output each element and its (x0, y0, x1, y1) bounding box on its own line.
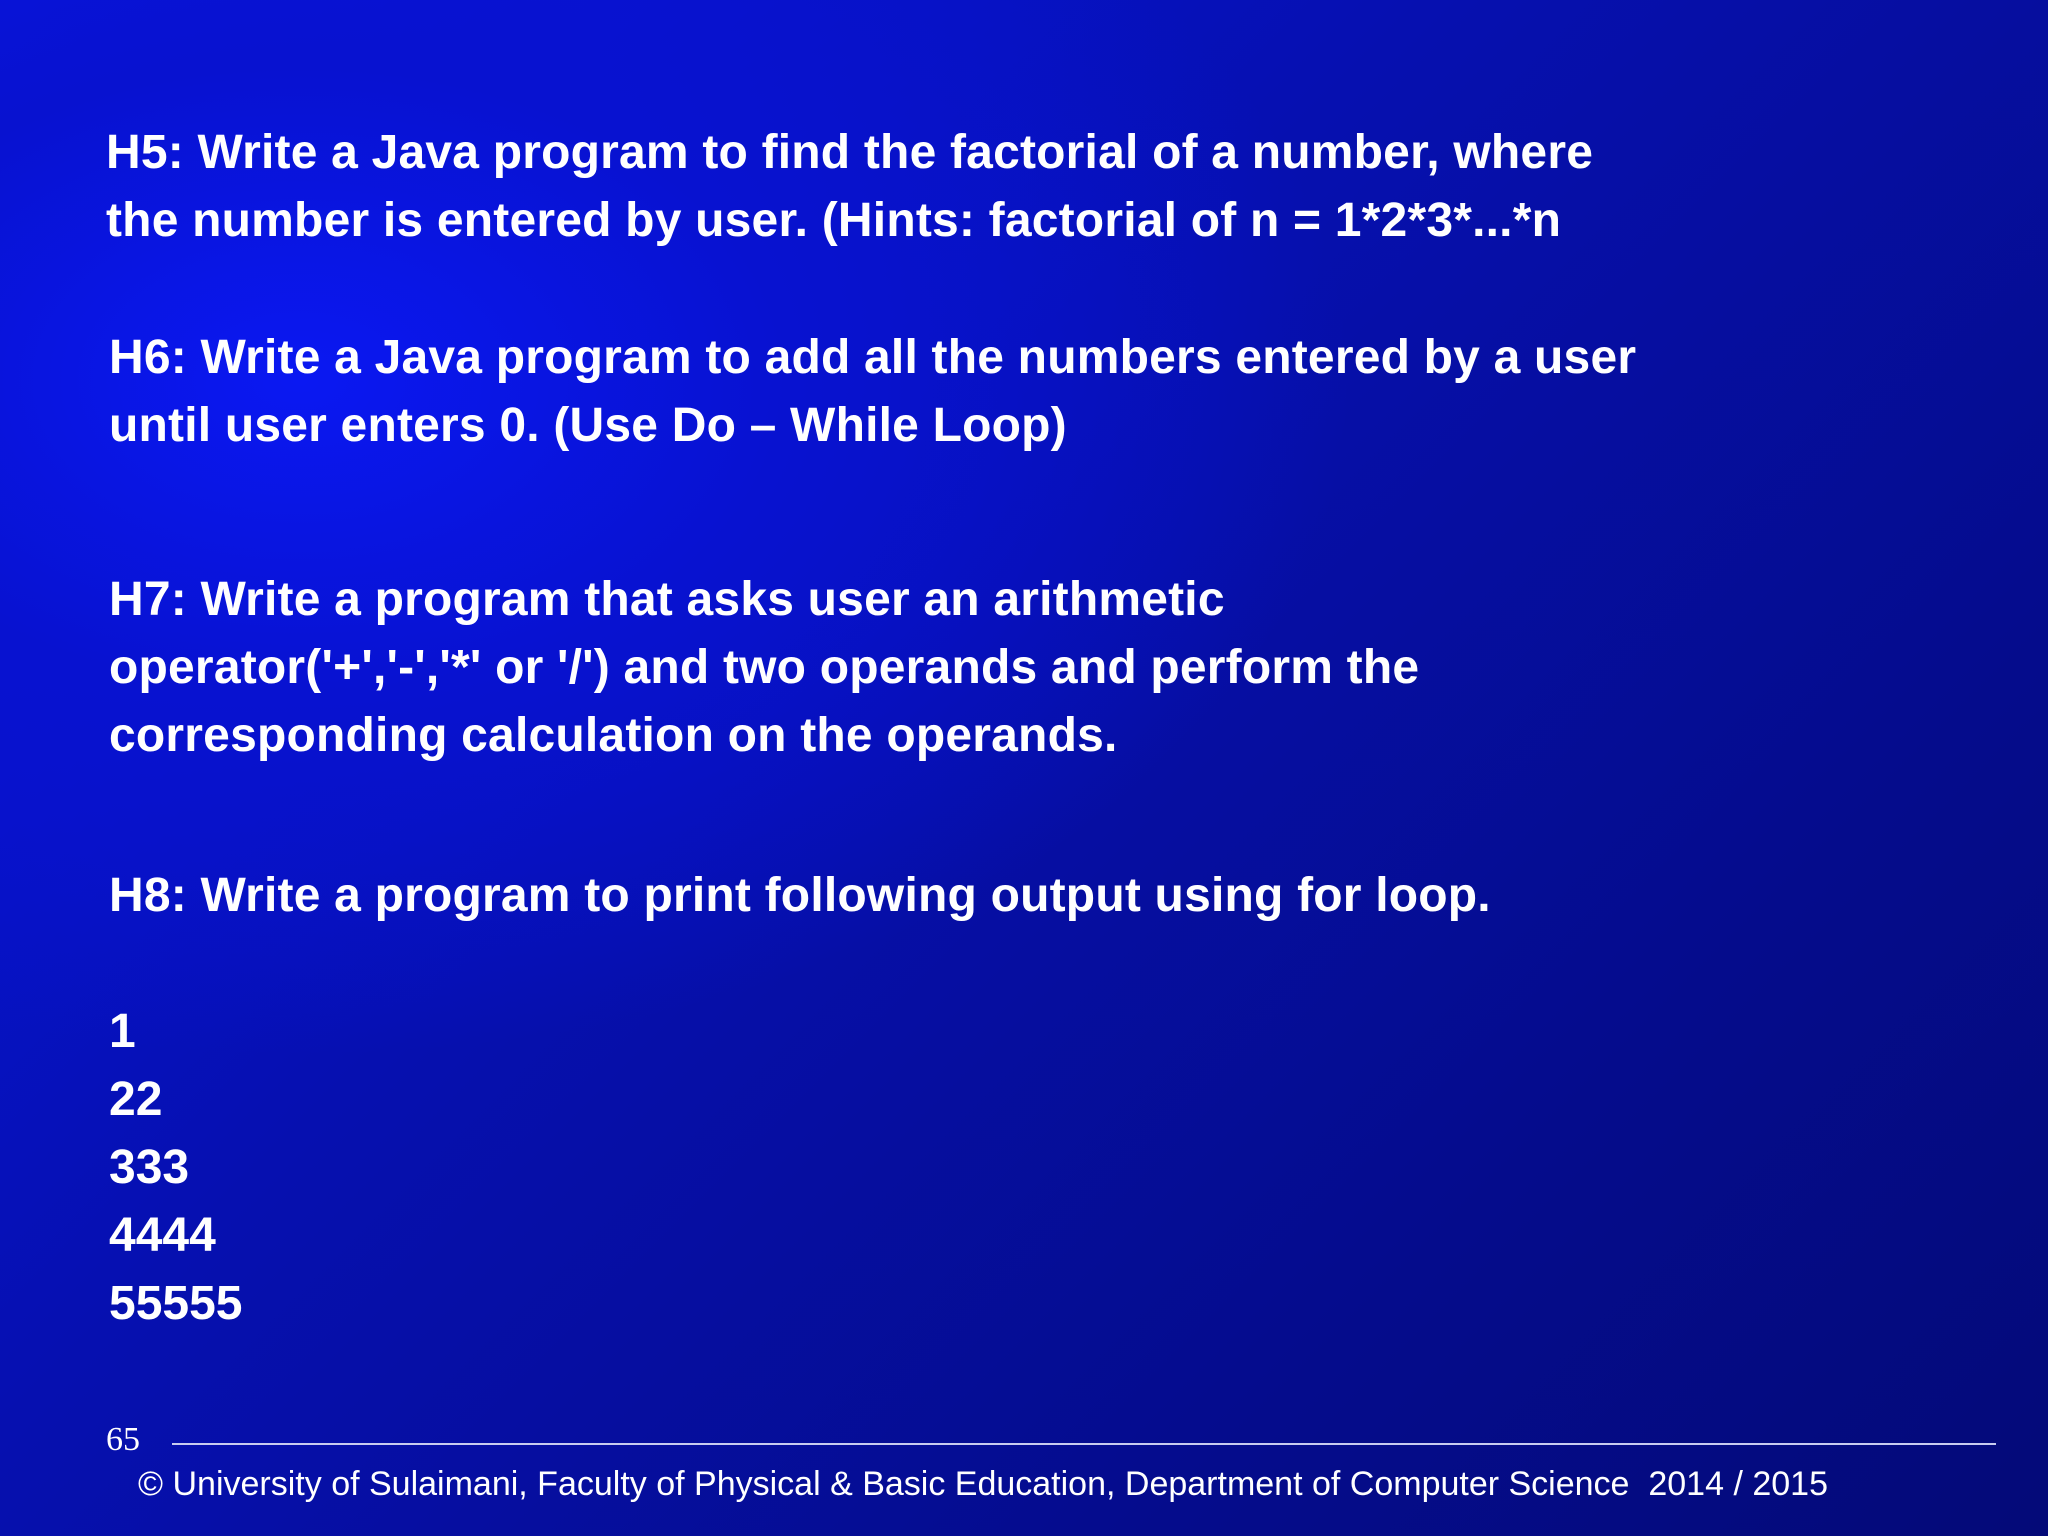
question-h7 (109, 566, 1419, 770)
question-h8 (109, 862, 1491, 930)
question-h6 (109, 324, 1636, 460)
question-h7-line-2: operator('+','-','*' or '/') and two operands and perform the (109, 641, 1420, 694)
output-line-5: 55555 (109, 1277, 243, 1330)
slide-number: 65 (106, 1421, 140, 1458)
question-h5-line-2: the number is entered by user. (Hints: factorial of n = 1*2*3*...*n (106, 194, 1562, 247)
question-h5 (106, 119, 1593, 255)
output-line-4: 4444 (109, 1209, 216, 1262)
question-h7-line-3: corresponding calculation on the operands. (109, 709, 1118, 762)
output-line-3: 333 (109, 1141, 190, 1194)
question-h6-line-1: H6: Write a Java program to add all the numbers entered by a user (109, 331, 1637, 384)
question-h7-line-1: H7: Write a program that asks user an arithmetic (109, 573, 1225, 626)
output-line-2: 22 (109, 1073, 163, 1126)
footer-divider (172, 1443, 1996, 1445)
question-h6-line-2: until user enters 0. (Use Do – While Loop) (109, 399, 1067, 452)
expected-output (109, 998, 242, 1338)
output-line-1: 1 (109, 1005, 136, 1058)
footer-copyright: © University of Sulaimani, Faculty of Physical & Basic Education, Department of Computer Science 2014 / 2015 (138, 1465, 1828, 1503)
question-h5-line-1: H5: Write a Java program to find the factorial of a number, where (106, 126, 1594, 179)
question-h8-line-1: H8: Write a program to print following output using for loop. (109, 869, 1491, 922)
